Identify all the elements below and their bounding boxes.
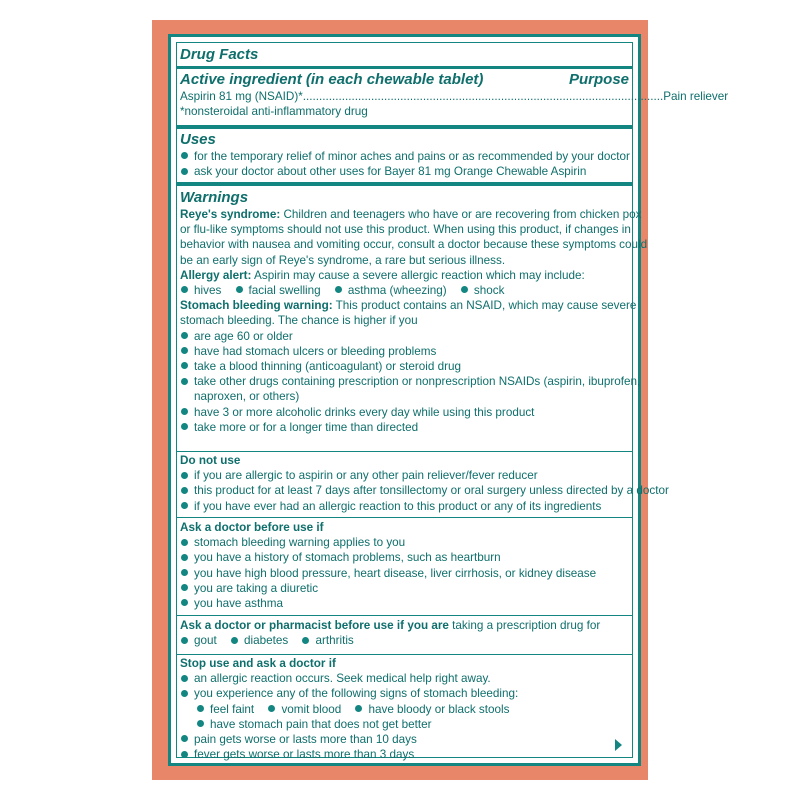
- do-not-use-heading: Do not use: [180, 454, 241, 467]
- bullet-icon: [181, 378, 188, 385]
- uses-heading: Uses: [180, 131, 216, 148]
- ingredient-name: Aspirin 81 mg (NSAID)*: [180, 90, 303, 103]
- leader-dots: ...............................................................................................................: [302, 90, 664, 103]
- bullet-icon: [197, 720, 204, 727]
- stop-use-section: [180, 656, 629, 762]
- reye-warning-line: behavior with nausea and vomiting occur, consult a doctor because these symptoms could: [180, 238, 648, 252]
- list-item: have stomach pain that does not get better: [180, 717, 629, 732]
- bleeding-signs: feel faint vomit blood have bloody or black stools: [180, 702, 629, 717]
- list-item: this product for at least 7 days after tonsillectomy or oral surgery unless directed by a doctor: [180, 483, 629, 498]
- ask-pharmacist-heading: Ask a doctor or pharmacist before use if you are taking a prescription drug for: [180, 619, 601, 632]
- active-ingredient-heading: Active ingredient (in each chewable tablet): [180, 71, 484, 88]
- list-item: you have asthma: [180, 596, 629, 611]
- ingredient-footnote: *nonsteroidal anti-inflammatory drug: [180, 105, 368, 119]
- ask-pharmacist-section: [180, 618, 629, 648]
- bullet-icon: [181, 599, 188, 606]
- list-item: you have high blood pressure, heart disease, liver cirrhosis, or kidney disease: [180, 566, 629, 581]
- subsection-rule: [177, 451, 632, 452]
- bullet-icon: [181, 751, 188, 758]
- bullet-icon: [268, 705, 275, 712]
- bullet-icon: [181, 423, 188, 430]
- bullet-icon: [181, 472, 188, 479]
- bullet-icon: [355, 705, 362, 712]
- bullet-icon: [181, 347, 188, 354]
- inner-frame: [176, 42, 729, 762]
- bullet-icon: [181, 362, 188, 369]
- active-ingredient-section: [180, 71, 729, 119]
- bullet-icon: [236, 286, 243, 293]
- bullet-icon: [181, 690, 188, 697]
- bullet-icon: [181, 152, 188, 159]
- list-item: if you are allergic to aspirin or any other pain reliever/fever reducer: [180, 468, 629, 483]
- list-item: an allergic reaction occurs. Seek medical help right away.: [180, 671, 629, 686]
- bullet-icon: [181, 569, 188, 576]
- reye-warning-line: be an early sign of Reye's syndrome, a rare but serious illness.: [180, 253, 506, 267]
- continue-arrow-icon: [615, 739, 622, 751]
- list-item: you experience any of the following signs of stomach bleeding:: [180, 686, 629, 701]
- list-item: take other drugs containing prescription or nonprescription NSAIDs (aspirin, ibuprofen,: [180, 374, 629, 389]
- bullet-icon: [461, 286, 468, 293]
- stomach-bleeding-warning: Stomach bleeding warning: This product contains an NSAID, which may cause severe: [180, 299, 637, 313]
- stomach-bleeding-line: stomach bleeding. The chance is higher if you: [180, 314, 418, 328]
- list-item: for the temporary relief of minor aches and pains or as recommended by your doctor: [180, 149, 629, 164]
- warnings-heading: Warnings: [180, 189, 249, 206]
- subsection-rule: [177, 654, 632, 655]
- list-item: you are taking a diuretic: [180, 581, 629, 596]
- list-item: take a blood thinning (anticoagulant) or steroid drug: [180, 359, 629, 374]
- stop-use-heading: Stop use and ask a doctor if: [180, 657, 336, 670]
- bullet-icon: [181, 675, 188, 682]
- bullet-icon: [181, 637, 188, 644]
- drug-facts-title: Drug Facts: [180, 46, 259, 63]
- subsection-rule: [177, 615, 632, 616]
- subsection-rule: [177, 517, 632, 518]
- bullet-icon: [181, 487, 188, 494]
- list-item: if you have ever had an allergic reaction to this product or any of its ingredients: [180, 499, 629, 514]
- list-item: fever gets worse or lasts more than 3 days: [180, 747, 629, 762]
- title-rule: [177, 66, 632, 69]
- list-item: pain gets worse or lasts more than 10 days: [180, 732, 629, 747]
- ask-doctor-heading: Ask a doctor before use if: [180, 521, 324, 534]
- bullet-icon: [181, 408, 188, 415]
- bullet-icon: [181, 168, 188, 175]
- bullet-icon: [197, 705, 204, 712]
- bullet-icon: [181, 554, 188, 561]
- list-item: stomach bleeding warning applies to you: [180, 535, 629, 550]
- ask-doctor-section: [180, 520, 629, 611]
- list-item: have 3 or more alcoholic drinks every day while using this product: [180, 405, 629, 420]
- bullet-icon: [231, 637, 238, 644]
- section-rule: [177, 182, 632, 186]
- warnings-section: [180, 189, 648, 435]
- do-not-use-section: [180, 453, 669, 514]
- bullet-icon: [335, 286, 342, 293]
- list-item: you have a history of stomach problems, such as heartburn: [180, 550, 629, 565]
- list-item: take more or for a longer time than directed: [180, 420, 629, 435]
- uses-section: [180, 131, 629, 179]
- bullet-icon: [181, 286, 188, 293]
- ingredient-purpose: Pain reliever: [663, 90, 729, 103]
- list-item: are age 60 or older: [180, 329, 629, 344]
- bullet-icon: [181, 332, 188, 339]
- bullet-icon: [181, 539, 188, 546]
- reye-warning: Reye's syndrome: Children and teenagers who have or are recovering from chicken pox: [180, 208, 642, 221]
- section-rule: [177, 125, 632, 129]
- pharmacist-items: gout diabetes arthritis: [180, 633, 629, 648]
- bullet-icon: [181, 584, 188, 591]
- list-item: ask your doctor about other uses for Bayer 81 mg Orange Chewable Aspirin: [180, 164, 629, 179]
- drug-facts-panel: [168, 34, 729, 766]
- purpose-heading: Purpose: [568, 71, 629, 88]
- reye-warning-line: or flu-like symptoms should not use this product. When using this product, if changes in: [180, 223, 631, 237]
- list-item: have had stomach ulcers or bleeding problems: [180, 344, 629, 359]
- allergy-items: hives facial swelling asthma (wheezing) shock: [180, 283, 629, 298]
- bullet-icon: [181, 502, 188, 509]
- bullet-icon: [302, 637, 309, 644]
- list-item-continuation: naproxen, or others): [194, 390, 300, 404]
- drug-facts-header: [180, 46, 629, 64]
- allergy-alert: Allergy alert: Aspirin may cause a severe allergic reaction which may include:: [180, 268, 585, 282]
- bullet-icon: [181, 735, 188, 742]
